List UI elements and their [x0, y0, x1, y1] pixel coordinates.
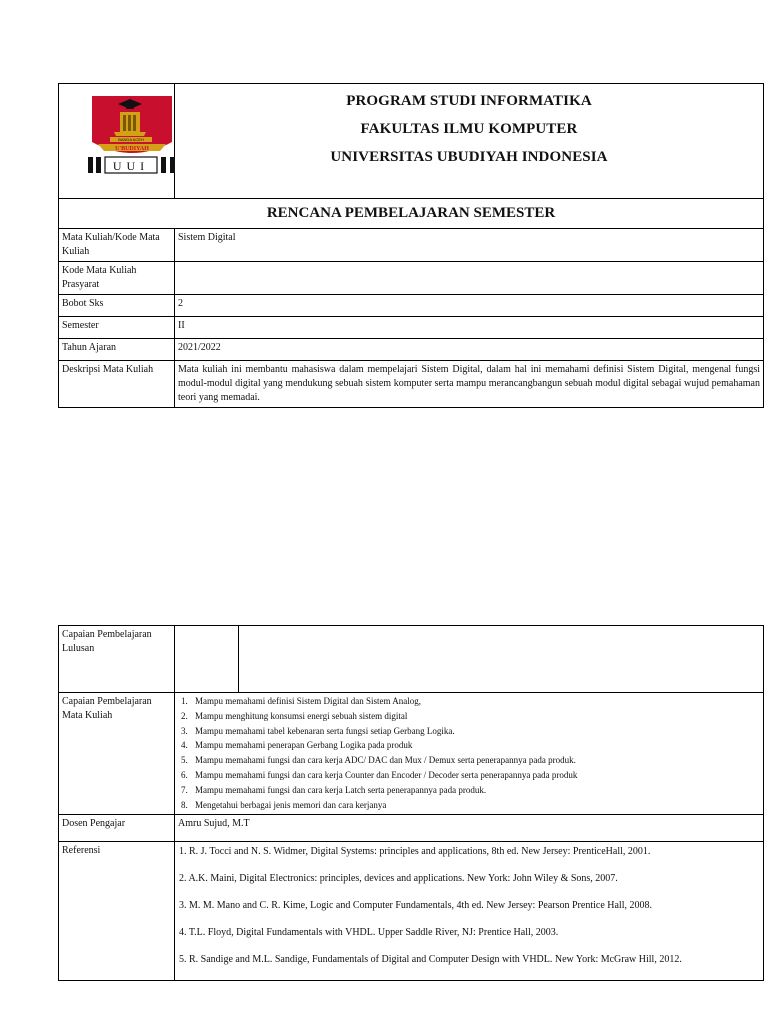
description-value: Mata kuliah ini membantu mahasiswa dalam mempelajari Sistem Digital, dalam hal ini memahami definisi Sistem Digital, mengenal fungsi modul-modul digital yang mendukung sebuah sistem komputer serta mampu merancangbangun sebuah modul digital sebagai wujud pemahaman teori yang memadai. [175, 361, 764, 408]
cpmk-item-text: Mampu memahami penerapan Gerbang Logika pada produk [195, 740, 413, 751]
lecturer-label: Dosen Pengajar [59, 815, 175, 842]
document-title: RENCANA PEMBELAJARAN SEMESTER [59, 199, 764, 229]
reference-item: 3. M. M. Mano and C. R. Kime, Logic and Computer Fundamentals, 4th ed. New Jersey: Pearson Prentice Hall, 2008. [179, 900, 652, 912]
table-row [59, 339, 764, 361]
lecturer-value: Amru Sujud, M.T [175, 815, 764, 842]
logo-small-text: BANDA ACEH [118, 137, 144, 142]
semester-value: II [175, 317, 764, 339]
academic-year-label: Tahun Ajaran [59, 339, 175, 361]
cpmk-item-text: Mampu memahami fungsi dan cara kerja ADC/ DAC dan Mux / Demux serta penerapannya pada produk. [195, 755, 576, 766]
cpmk-label: Capaian Pembelajaran Mata Kuliah [59, 693, 175, 815]
university-logo [86, 94, 178, 176]
list-item: 6. Mampu memahami fungsi dan cara kerja Counter dan Encoder / Decoder serta penerapannya pada produk [181, 769, 578, 780]
reference-item: 1. R. J. Tocci and N. S. Widmer, Digital Systems: principles and applications, 8th ed. New Jersey: PrenticeHall, 2001. [179, 846, 651, 858]
description-label: Deskripsi Mata Kuliah [59, 361, 175, 408]
table-row [59, 693, 764, 815]
list-item: 2. Mampu menghitung konsumsi energi sebuah sistem digital [181, 710, 408, 721]
cpl-code-cell [175, 626, 239, 693]
list-item: 1. Mampu memahami definisi Sistem Digital dan Sistem Analog, [181, 696, 421, 706]
faculty-name: FAKULTAS ILMU KOMPUTER [360, 121, 578, 137]
table-row [59, 229, 764, 262]
prerequisite-label: Kode Mata Kuliah Prasyarat [59, 262, 175, 295]
cpmk-item-text: Mampu menghitung konsumsi energi sebuah sistem digital [195, 710, 408, 721]
list-item: 3. Mampu memahami tabel kebenaran serta fungsi setiap Gerbang Logika. [181, 725, 455, 736]
prerequisite-value [175, 262, 764, 295]
list-item: 8. Mengetahui berbagai jenis memori dan cara kerjanya [181, 799, 387, 810]
list-item: 5. Mampu memahami fungsi dan cara kerja ADC/ DAC dan Mux / Demux serta penerapannya pada produk. [181, 755, 576, 766]
cpmk-item-text: Mampu memahami definisi Sistem Digital dan Sistem Analog, [195, 696, 421, 706]
rps-details-table [58, 625, 764, 981]
cpmk-item-text: Mengetahui berbagai jenis memori dan cara kerjanya [195, 799, 387, 810]
reference-item: 5. R. Sandige and M.L. Sandige, Fundamentals of Digital and Computer Design with VHDL. New York: McGraw Hill, 2012. [179, 954, 682, 966]
credits-label: Bobot Sks [59, 295, 175, 317]
program-name: PROGRAM STUDI INFORMATIKA [346, 93, 592, 109]
cpl-value-cell [239, 626, 764, 693]
table-row [59, 262, 764, 295]
list-item: 4. Mampu memahami penerapan Gerbang Logika pada produk [181, 740, 413, 751]
course-name-label: Mata Kuliah/Kode Mata Kuliah [59, 229, 175, 262]
rps-header-table [58, 83, 764, 408]
cpl-label: Capaian Pembelajaran Lulusan [59, 626, 175, 693]
table-row [59, 361, 764, 408]
semester-label: Semester [59, 317, 175, 339]
reference-item: 4. T.L. Floyd, Digital Fundamentals with VHDL. Upper Saddle River, NJ: Prentice Hall, 2003. [179, 927, 559, 939]
course-name-value: Sistem Digital [175, 229, 764, 262]
cpmk-item-text: Mampu memahami fungsi dan cara kerja Counter dan Encoder / Decoder serta penerapannya pada produk [195, 769, 578, 780]
references-cell [175, 842, 764, 981]
table-row [59, 295, 764, 317]
table-row [59, 842, 764, 981]
references-label: Referensi [59, 842, 175, 981]
logo-banner-text: U'BUDIYAH [115, 146, 149, 152]
cpmk-item-text: Mampu memahami fungsi dan cara kerja Latch serta penerapannya pada produk. [195, 784, 487, 795]
academic-year-value: 2021/2022 [175, 339, 764, 361]
credits-value: 2 [175, 295, 764, 317]
logo-cell [59, 84, 175, 199]
logo-acronym: UUI [112, 159, 150, 173]
institution-heading [175, 84, 764, 199]
list-item: 7. Mampu memahami fungsi dan cara kerja Latch serta penerapannya pada produk. [181, 784, 487, 795]
table-row [59, 815, 764, 842]
reference-item: 2. A.K. Maini, Digital Electronics: principles, devices and applications. New York: John Wiley & Sons, 2007. [179, 873, 618, 885]
university-name: UNIVERSITAS UBUDIYAH INDONESIA [330, 149, 608, 165]
cpmk-item-text: Mampu memahami tabel kebenaran serta fungsi setiap Gerbang Logika. [195, 725, 455, 736]
table-row [59, 626, 764, 693]
cpmk-list [175, 693, 763, 814]
cpmk-list-cell [175, 693, 764, 815]
table-row [59, 317, 764, 339]
